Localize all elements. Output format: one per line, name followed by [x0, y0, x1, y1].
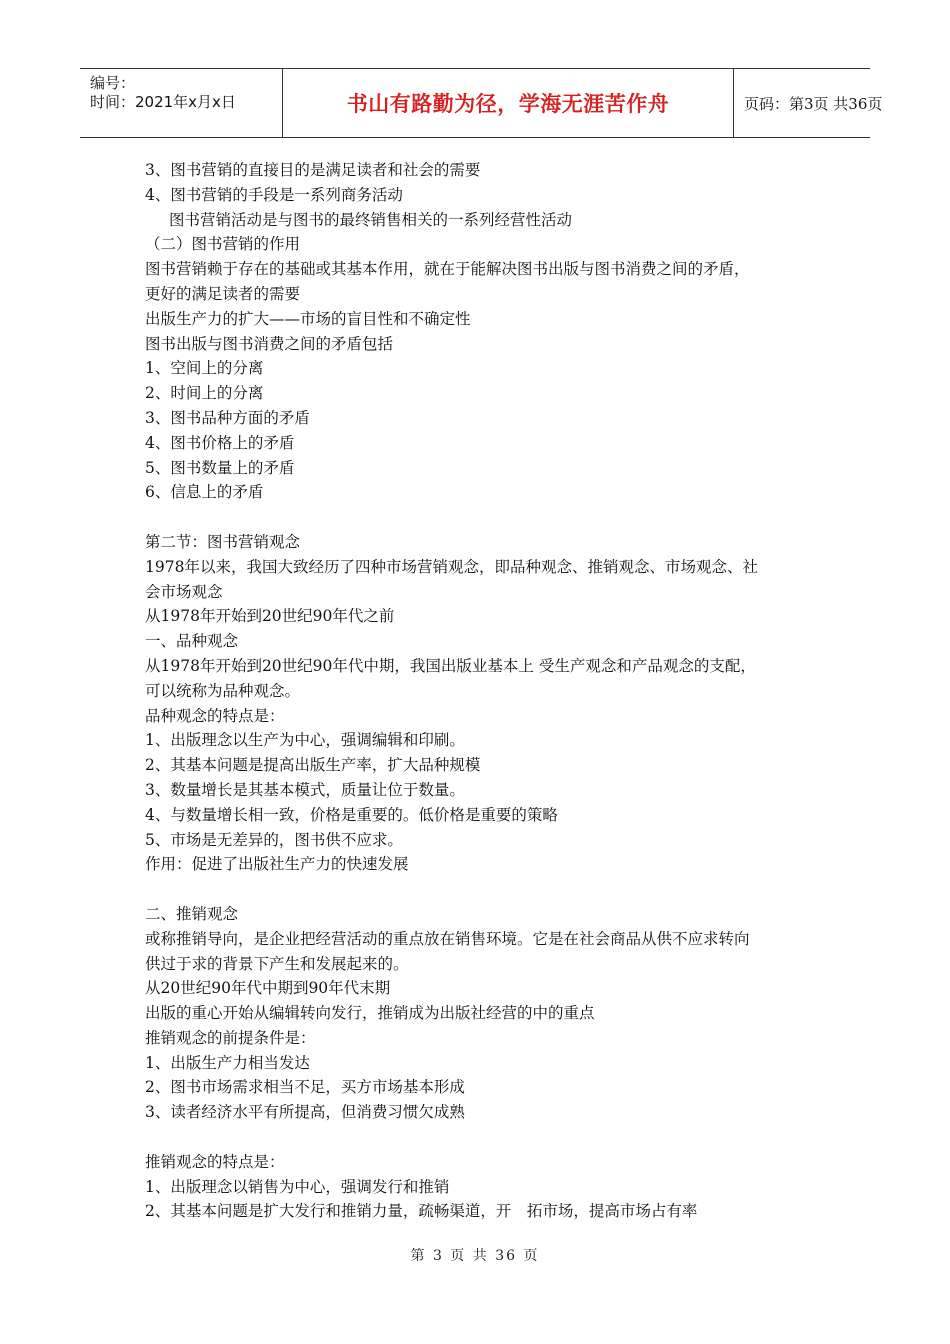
text-line: 或称推销导向，是企业把经营活动的重点放在销售环境。它是在社会商品从供不应求转向: [145, 929, 750, 948]
header-meta-cell: [80, 69, 280, 137]
page-header: [80, 68, 883, 138]
text-line: 出版生产力的扩大——市场的盲目性和不确定性: [145, 309, 471, 328]
text-line: 3、图书品种方面的矛盾: [145, 408, 310, 427]
header-motto-cell: [282, 69, 734, 137]
text-line: 1、出版理念以生产为中心，强调编辑和印刷。: [145, 731, 465, 750]
text-line: 作用：促进了出版社生产力的快速发展: [145, 855, 409, 874]
text-line: 会市场观念: [145, 582, 223, 601]
text-line: 5、市场是无差异的，图书供不应求。: [145, 830, 403, 849]
page-footer: 第 3 页 共 36 页: [410, 1248, 540, 1264]
document-time-label: 时间：2021年x月x日: [90, 93, 236, 111]
text-line: 2、时间上的分离: [145, 384, 264, 403]
text-line: 3、数量增长是其基本模式，质量让位于数量。: [145, 780, 465, 799]
text-line: （二）图书营销的作用: [145, 235, 301, 254]
text-line: 3、图书营销的直接目的是满足读者和社会的需要: [145, 161, 481, 179]
text-line: 可以统称为品种观念。: [145, 681, 301, 700]
text-line: 2、其基本问题是提高出版生产率，扩大品种规模: [145, 756, 481, 775]
text-line: 图书营销活动是与图书的最终销售相关的一系列经营性活动: [169, 210, 573, 229]
text-line: 1、空间上的分离: [145, 359, 264, 378]
blank-line: [145, 1125, 825, 1150]
text-line: 1、出版生产力相当发达: [145, 1053, 310, 1072]
text-line: 1、出版理念以销售为中心，强调发行和推销: [145, 1177, 450, 1196]
header-page-cell: [734, 69, 883, 137]
text-line: 推销观念的特点是：: [145, 1152, 285, 1171]
header-motto: 书山有路勤为径，学海无涯苦作舟: [346, 92, 670, 116]
blank-line: [145, 505, 825, 530]
text-line: 第二节：图书营销观念: [145, 532, 301, 551]
text-line: 6、信息上的矛盾: [145, 483, 264, 502]
document-number-label: 编号：: [90, 74, 136, 92]
text-line: 从1978年开始到20世纪90年代中期，我国出版业基本上 受生产观念和产品观念的支配，: [145, 656, 756, 675]
text-line: 从1978年开始到20世纪90年代之前: [145, 607, 395, 626]
text-line: 出版的重心开始从编辑转向发行，推销成为出版社经营的中的重点: [145, 1004, 595, 1023]
text-line: 4、图书价格上的矛盾: [145, 433, 295, 452]
text-line: 二、推销观念: [145, 904, 239, 923]
text-line: 4、图书营销的手段是一系列商务活动: [145, 185, 403, 204]
text-line: 5、图书数量上的矛盾: [145, 458, 295, 477]
text-line: 2、图书市场需求相当不足，买方市场基本形成: [145, 1078, 465, 1097]
text-line: 品种观念的特点是：: [145, 706, 285, 725]
text-line: 推销观念的前提条件是：: [145, 1028, 316, 1047]
blank-line: [145, 877, 825, 902]
header-page-code: 页码：第3页 共36页: [744, 94, 883, 113]
text-line: 图书营销赖于存在的基础或其基本作用，就在于能解决图书出版与图书消费之间的矛盾，: [145, 260, 750, 279]
text-line: 供过于求的背景下产生和发展起来的。: [145, 954, 409, 973]
text-line: 3、读者经济水平有所提高，但消费习惯欠成熟: [145, 1103, 465, 1122]
document-body: [145, 158, 825, 1224]
text-line: 更好的满足读者的需要: [145, 284, 301, 303]
text-line: 图书出版与图书消费之间的矛盾包括: [145, 334, 394, 353]
text-line: 1978年以来，我国大致经历了四种市场营销观念，即品种观念、推销观念、市场观念、社: [145, 557, 758, 576]
text-line: 从20世纪90年代中期到90年代末期: [145, 979, 391, 998]
text-line: 4、与数量增长相一致，价格是重要的。低价格是重要的策略: [145, 805, 558, 824]
text-line: 2、其基本问题是扩大发行和推销力量，疏畅渠道，开 拓市场，提高市场占有率: [145, 1202, 698, 1221]
text-line: 一、品种观念: [145, 632, 239, 651]
